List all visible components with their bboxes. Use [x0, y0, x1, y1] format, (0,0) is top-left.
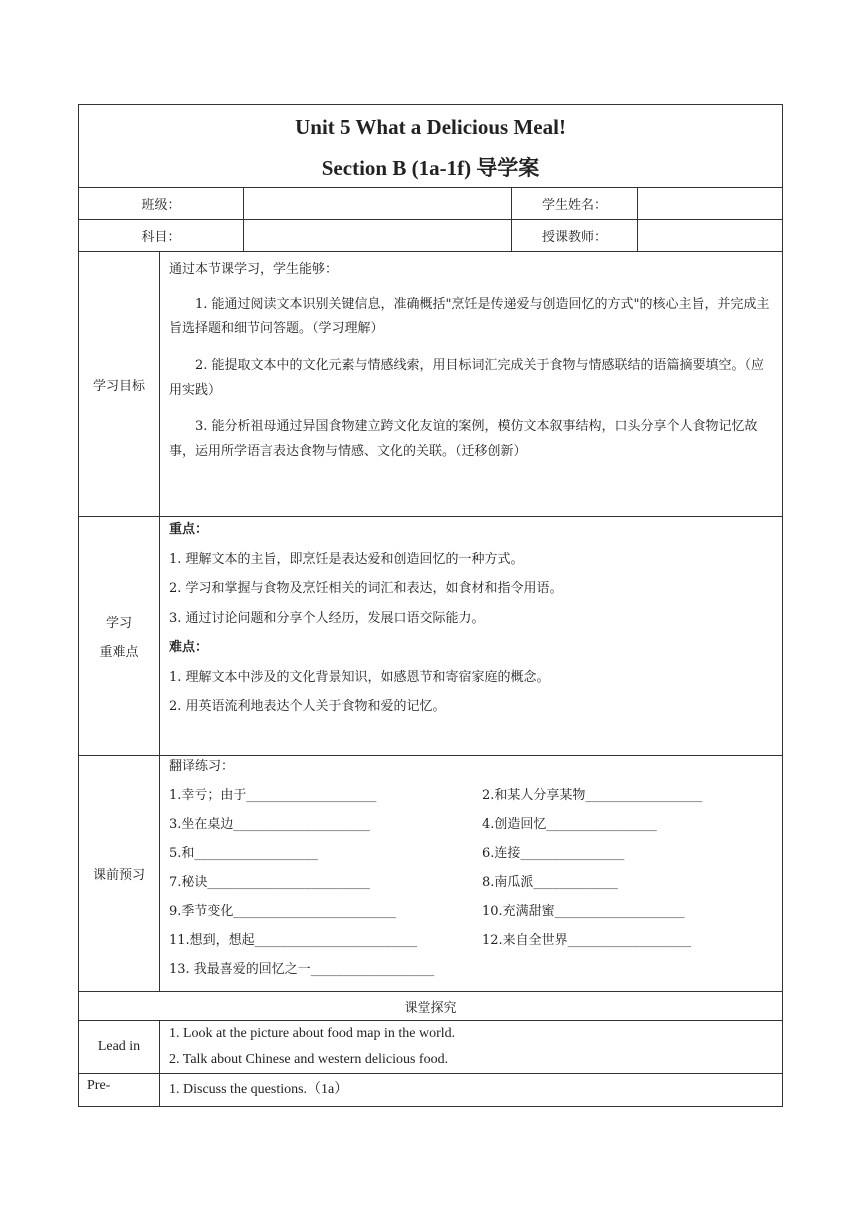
- pre-reading-label: Pre-: [79, 1074, 160, 1107]
- lead-in-item: 2. Talk about Chinese and western delicious food.: [169, 1052, 449, 1067]
- key-item: 3. 通过讨论问题和分享个人经历，发展口语交际能力。: [169, 610, 485, 626]
- translation-item[interactable]: 2.和某人分享某物__________________: [482, 788, 703, 803]
- translation-item[interactable]: 13. 我最喜爱的回忆之一___________________: [169, 962, 435, 977]
- lead-in-content: [160, 1021, 783, 1074]
- translation-item[interactable]: 1.幸亏；由于____________________: [169, 788, 377, 803]
- lead-in-label: Lead in: [79, 1021, 160, 1074]
- class-label: 班级：: [79, 188, 244, 220]
- study-guide-table: [78, 104, 783, 1107]
- goals-label: 学习目标: [79, 252, 160, 517]
- translation-item[interactable]: 4.创造回忆_________________: [482, 817, 657, 832]
- classroom-heading: 课堂探究: [79, 992, 783, 1021]
- document-subtitle: Section B (1a-1f) 导学案: [321, 155, 540, 180]
- pre-reading-item: 1. Discuss the questions.（1a）: [169, 1082, 349, 1097]
- goal-item: 2. 能提取文本中的文化元素与情感线索，用目标词汇完成关于食物与情感联结的语篇摘要填空。（应用实践）: [169, 358, 765, 398]
- translation-item[interactable]: 3.坐在桌边_____________________: [169, 817, 370, 832]
- key-title: 重点：: [169, 522, 209, 537]
- goals-content: [160, 252, 783, 517]
- translation-item[interactable]: 8.南瓜派_____________: [482, 875, 618, 890]
- translation-item[interactable]: 7.秘诀_________________________: [169, 875, 370, 890]
- key-item: 1. 理解文本的主旨，即烹饪是表达爱和创造回忆的一种方式。: [169, 551, 524, 567]
- subject-field[interactable]: [244, 220, 512, 252]
- teacher-field[interactable]: [638, 220, 783, 252]
- translation-item[interactable]: 12.来自全世界___________________: [482, 933, 692, 948]
- preview-content: [160, 756, 783, 992]
- subject-label: 科目：: [79, 220, 244, 252]
- lead-in-item: 1. Look at the picture about food map in the world.: [169, 1026, 456, 1041]
- difficult-item: 1. 理解文本中涉及的文化背景知识，如感恩节和寄宿家庭的概念。: [169, 669, 550, 685]
- pre-reading-content: [160, 1074, 783, 1107]
- student-name-field[interactable]: [638, 188, 783, 220]
- translation-item[interactable]: 10.充满甜蜜____________________: [482, 904, 685, 919]
- difficult-item: 2. 用英语流利地表达个人关于食物和爱的记忆。: [169, 699, 446, 715]
- student-name-label: 学生姓名：: [512, 188, 638, 220]
- key-item: 2. 学习和掌握与食物及烹饪相关的词汇和表达，如食材和指令用语。: [169, 581, 563, 597]
- translation-item[interactable]: 9.季节变化_________________________: [169, 904, 396, 919]
- key-points-label: [79, 517, 160, 756]
- translation-exercise-grid: [169, 787, 774, 979]
- key-points-label-line2: 重难点: [99, 645, 139, 660]
- document-title: Unit 5 What a Delicious Meal!: [295, 114, 566, 139]
- goal-item: 3. 能分析祖母通过异国食物建立跨文化友谊的案例，模仿文本叙事结构，口头分享个人食物记忆故事，运用所学语言表达食物与情感、文化的关联。（迁移创新）: [169, 419, 758, 460]
- difficult-title: 难点：: [169, 640, 209, 656]
- translation-item[interactable]: 11.想到，想起_________________________: [169, 933, 418, 948]
- title-cell: [79, 105, 783, 188]
- class-field[interactable]: [244, 188, 512, 220]
- goals-intro: 通过本节课学习，学生能够：: [169, 262, 339, 277]
- key-points-content: [160, 517, 783, 756]
- teacher-label: 授课教师：: [512, 220, 638, 252]
- translation-item[interactable]: 5.和___________________: [169, 846, 318, 861]
- translation-item[interactable]: 6.连接________________: [482, 846, 625, 861]
- key-points-label-line1: 学习: [105, 616, 132, 631]
- goal-item: 1. 能通过阅读文本识别关键信息，准确概括"烹饪是传递爱与创造回忆的方式"的核心主旨，并完成主旨选择题和细节问答题。（学习理解）: [169, 296, 770, 337]
- preview-title: 翻译练习：: [169, 759, 235, 774]
- preview-label: 课前预习: [79, 756, 160, 992]
